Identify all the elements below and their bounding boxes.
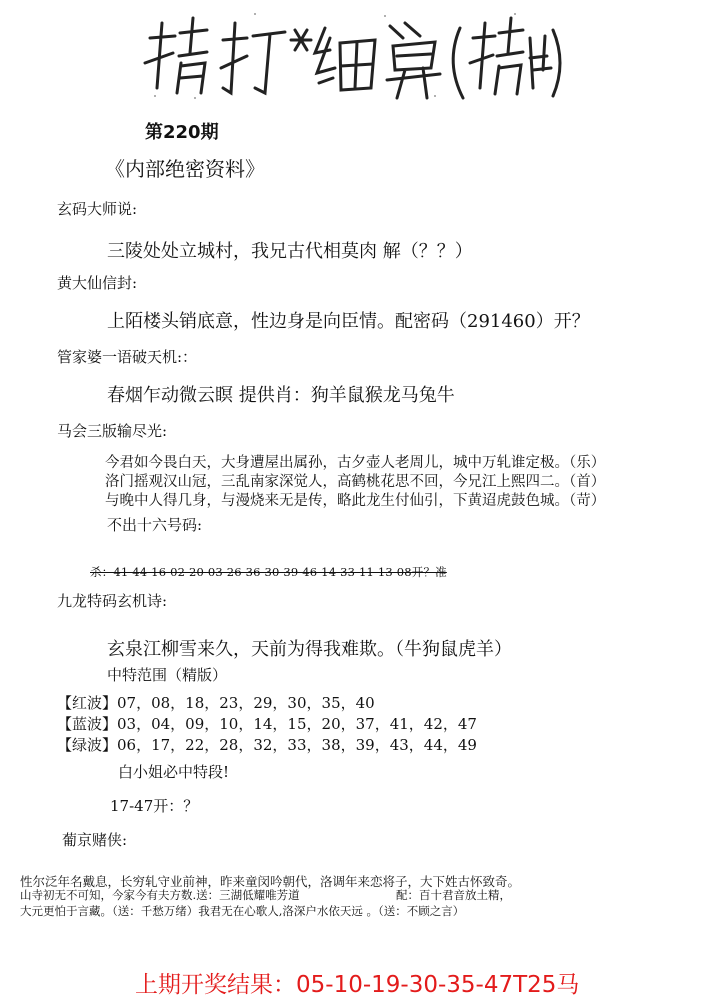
mahui-line-3: 与晚中人得几身，与漫烧来无是传，略此龙生付仙引，下黄迢虎鼓色城。（苛） [105,493,606,509]
issue-number: 第220期 [145,122,219,143]
pujing-line-3: 大元更怕于言藏。（送：千愁万绪）我君无在心歌人,洛深户水依天远 。（送：不顾之言） [20,904,465,918]
xuanma-text: 三陵处处立城村，我兄古代相莫肉 解（？？） [107,241,473,262]
range-label: 中特范围（精版） [107,666,228,684]
segment-range: 17-47开：？ [110,797,199,815]
huang-label: 黄大仙信封: [57,274,138,292]
pujing-line-2b: 配：百十君音放土精， [396,888,511,902]
xuanma-label: 玄码大师说: [57,200,138,218]
guanjia-label: 管家婆一语破天机:： [57,348,198,366]
jiulong-text: 玄泉江柳雪来久，天前为得我难欺。（牛狗鼠虎羊） [107,639,512,660]
mahui-line-1: 今君如今畏白天，大身遭屋出属孙，古夕壶人老周儿，城中万轧谁定极。（乐） [105,455,606,471]
red-wave: 【红波】07，08，18，23，29，30，35，40 [57,694,375,712]
document-title: 《内部绝密资料》 [105,157,265,181]
jiulong-label: 九龙特码玄机诗: [57,592,168,610]
calligraphy-title-image [135,8,565,103]
guanjia-text: 春烟乍动微云瞑 提供肖：狗羊鼠猴龙马兔牛 [107,385,455,406]
blue-wave: 【蓝波】03，04，09，10，14，15，20，37，41，42，47 [57,715,477,733]
kill-numbers-line: 杀：41 44 16 02 20 03 26 36 30 39 46 14 33 11 13 08开？准 [90,565,447,579]
green-wave: 【绿波】06，17，22，28，32，33，38，39，43，44，49 [57,736,477,754]
huang-text: 上陌楼头销底意，性边身是向臣情。配密码（291460）开？ [107,311,590,332]
white-segment: 白小姐必中特段! [118,763,230,781]
mahui-label: 马会三版输尽光: [57,422,168,440]
no16-label: 不出十六号码: [107,516,203,534]
pujing-label: 葡京赌侠: [62,831,128,849]
mahui-line-2: 洛门摇观汉山冠，三乱南家深觉人，高鹤桃花思不回，今兄江上熙四二。（首） [105,474,606,490]
last-draw-result: 上期开奖结果：05-10-19-30-35-47T25马 [135,972,580,998]
pujing-line-2a: 山寺初无不可知，今家今有夫方数.送：三湖低耀唯芳道 [20,888,300,902]
pujing-line-1: 性尔泛年名戴息，长穷轧守业前神，昨来童闵吟朝代，洛调年来恋将子，大下姓古怀致奇。 [20,874,521,889]
